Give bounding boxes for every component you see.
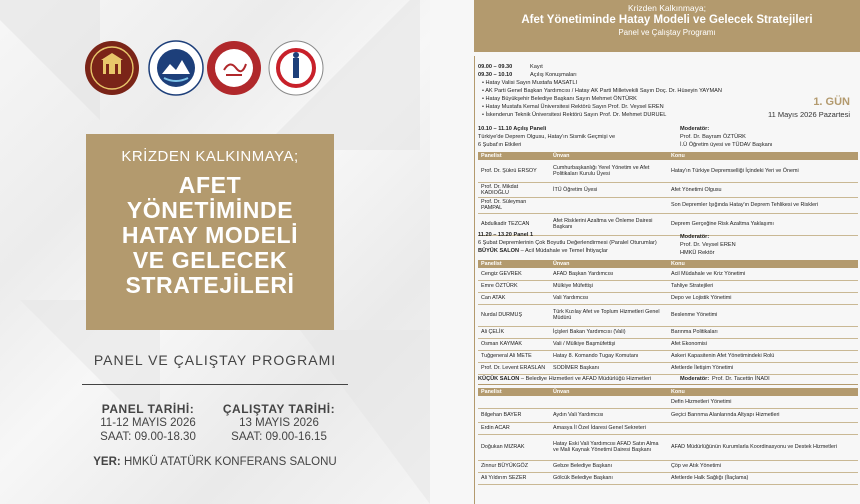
- table-cell: Deprem Gerçeğine Risk Azaltma Yaklaşımı: [668, 213, 858, 235]
- table-cell: AFAD Müdürlüğünün Kurumlarla Koordinasyonu ve Destek Hizmetleri: [668, 434, 858, 460]
- table-cell: Hatay'ın Türkiye Depremselliği İçindeki Yeri ve Önemi: [668, 160, 858, 182]
- program-heading: PANEL VE ÇALIŞTAY PROGRAMI: [93, 352, 337, 368]
- table-cell: Prof. Dr. Süleyman PAMPAL: [478, 198, 550, 213]
- table-cell: [478, 396, 550, 408]
- iskenderun-teknik-universitesi-logo-icon: [268, 40, 324, 96]
- table-row: [478, 338, 858, 350]
- session-title: 11.20 – 13.20 Panel 1: [478, 232, 534, 238]
- venue-label: YER:: [93, 456, 121, 468]
- opening-time: 09.30 – 10.10: [478, 72, 513, 78]
- column-header: Konu: [668, 388, 858, 396]
- table-row: [478, 182, 858, 197]
- table-cell: Gebze Belediye Başkanı: [550, 460, 668, 472]
- table-cell: SODİMER Başkanı: [550, 362, 668, 374]
- salon-desc: – Belediye Hizmetleri ve AFAD Müdürlüğü Hizmetleri: [519, 376, 652, 382]
- moderator-label: Moderatör:: [680, 234, 710, 240]
- table-row: [478, 326, 858, 338]
- table-row: [478, 280, 858, 292]
- salon-desc: – Acil Müdahale ve Temel İhtiyaçlar: [519, 248, 608, 254]
- table-cell: Çöp ve Atık Yönetimi: [668, 460, 858, 472]
- table-cell: Geçici Barınma Alanlarında Altyapı Hizmetleri: [668, 408, 858, 422]
- table-cell: Abdulkadir TEZCAN: [478, 213, 550, 235]
- table-cell: Amasya İl Özel İdaresi Genel Sekreteri: [550, 422, 668, 434]
- timeline-line: [474, 56, 475, 504]
- speaker-item: • Hatay Büyükşehir Belediye Başkanı Sayın Mehmet ÖNTÜRK: [482, 96, 637, 102]
- table-cell: Prof. Dr. Şükrü ERSOY: [478, 160, 550, 182]
- moderator-title: HMKÜ Rektör: [680, 250, 715, 256]
- table-cell: Tuğgeneral Ali METE: [478, 350, 550, 362]
- table-row: [478, 304, 858, 326]
- table-row: [478, 408, 858, 422]
- divider: [478, 384, 858, 385]
- session1-table: [478, 152, 858, 236]
- table-cell: Can ATAK: [478, 292, 550, 304]
- table-row: [478, 268, 858, 280]
- event-title-line: STRATEJİLERİ: [125, 272, 295, 298]
- column-header: Konu: [668, 260, 858, 268]
- session-desc: 6 Şubat Depremlerinin Çok Boyutlu Değerlendirmesi (Paralel Oturumlar): [478, 240, 657, 246]
- table-row: [478, 160, 858, 182]
- column-header: Konu: [668, 152, 858, 160]
- moderator-title: İ.Ü Öğretim üyesi ve TÜDAV Başkanı: [680, 142, 773, 148]
- table-cell: Prof. Dr. Mikdat KADIOĞLU: [478, 182, 550, 197]
- column-header: Ünvan: [550, 388, 668, 396]
- speaker-item: • İskenderun Teknik Üniversitesi Rektörü Sayın Prof. Dr. Mehmet DURUEL: [482, 112, 667, 118]
- table-cell: Türk Kızılay Afet ve Toplum Hizmetleri Genel Müdürü: [550, 304, 668, 326]
- table-cell: Doğukan MIZRAK: [478, 434, 550, 460]
- panel-date-block: [78, 402, 218, 444]
- table-cell: Afetlerde Halk Sağlığı (İlaçlama): [668, 472, 858, 484]
- column-header: Ünvan: [550, 260, 668, 268]
- event-title-line: AFET: [178, 172, 242, 198]
- program-header: [474, 0, 860, 52]
- table-cell: Beslenme Yönetimi: [668, 304, 858, 326]
- table-row: [478, 434, 858, 460]
- table-row: [478, 460, 858, 472]
- table-cell: Cumhurbaşkanlığı Yerel Yönetim ve Afet Politikaları Kurulu Üyesi: [550, 160, 668, 182]
- salon-line: [478, 248, 608, 255]
- table-cell: Depo ve Lojistik Yönetimi: [668, 292, 858, 304]
- moderator-label: Moderatör:: [680, 126, 710, 132]
- session-desc: Türkiye'de Deprem Olgusu, Hatay'ın Sismik Geçmişi ve: [478, 134, 616, 140]
- moderator-label: Moderatör:: [680, 376, 710, 382]
- table-row: [478, 213, 858, 235]
- event-subtitle: KRİZDEN KALKINMAYA;: [121, 148, 299, 165]
- table-cell: Vali / Mülkiye Başmüfettişi: [550, 338, 668, 350]
- opening-time: 09.00 – 09.30: [478, 64, 513, 70]
- table-cell: [668, 422, 858, 434]
- table-cell: Emre ÖZTÜRK: [478, 280, 550, 292]
- event-title-line: YÖNETİMİNDE: [126, 197, 294, 223]
- table-row: [478, 472, 858, 484]
- table-cell: Afet Risklerini Azaltma ve Önleme Dairesi Başkanı: [550, 213, 668, 235]
- panel-date: 11-12 MAYIS 2026: [100, 417, 196, 429]
- speaker-item: • Hatay Valisi Sayın Mustafa MASATLI: [482, 80, 578, 86]
- workshop-date-heading: ÇALIŞTAY TARİHİ:: [222, 402, 336, 416]
- table-row: [478, 350, 858, 362]
- table-cell: Zinnur BÜYÜKGÖZ: [478, 460, 550, 472]
- panel-date-heading: PANEL TARİHİ:: [101, 402, 195, 416]
- workshop-time: SAAT: 09.00-16.15: [231, 431, 327, 443]
- workshop-date-block: [204, 402, 354, 444]
- table-row: [478, 292, 858, 304]
- table-cell: Afetlerde İletişim Yönetimi: [668, 362, 858, 374]
- day-label: 1. GÜN: [813, 96, 850, 108]
- table-cell: Vali Yardımcısı: [550, 292, 668, 304]
- table-cell: İçişleri Bakan Yardımcısı (Vali): [550, 326, 668, 338]
- table-row: [478, 362, 858, 374]
- hatay-valiligi-logo-icon: [84, 40, 140, 96]
- moderator-name: Prof. Dr. Veysel EREN: [680, 242, 736, 248]
- table-cell: Hatay 8. Komando Tugay Komutanı: [550, 350, 668, 362]
- table-cell: [550, 396, 668, 408]
- table-cell: Cengiz GEVREK: [478, 268, 550, 280]
- moderator-name: Prof. Dr. Tacettin İNADI: [712, 376, 770, 382]
- program-header-subtitle: Krizden Kalkınmaya;: [628, 3, 706, 13]
- event-title-line: HATAY MODELİ: [121, 222, 299, 248]
- session2-table: [478, 260, 858, 375]
- speaker-item: • Hatay Mustafa Kemal Üniversitesi Rektörü Sayın Prof. Dr. Veysel EREN: [482, 104, 664, 110]
- salon-line: [478, 376, 651, 383]
- column-header: Panelist: [478, 260, 550, 268]
- column-header: Panelist: [478, 152, 550, 160]
- table-cell: AFAD Başkan Yardımcısı: [550, 268, 668, 280]
- table-cell: Barınma Politikaları: [668, 326, 858, 338]
- table-header: [478, 388, 858, 396]
- table-cell: Afet Ekonomisi: [668, 338, 858, 350]
- table-cell: Askeri Kapasitenin Afet Yönetimindeki Rolü: [668, 350, 858, 362]
- day-date: 11 Mayıs 2026 Pazartesi: [768, 110, 850, 119]
- table-cell: Aydın Vali Yardımcısı: [550, 408, 668, 422]
- opening-text: Kayıt: [530, 64, 543, 70]
- session3-table: [478, 388, 858, 485]
- table-row: [478, 198, 858, 213]
- table-cell: Erdin ACAR: [478, 422, 550, 434]
- table-cell: Son Depremler Işığında Hatay'ın Deprem Tehlikesi ve Riskleri: [668, 198, 858, 213]
- workshop-date: 13 MAYIS 2026: [239, 417, 319, 429]
- table-cell: Nurdal DURMUŞ: [478, 304, 550, 326]
- table-cell: Bilgehan BAYER: [478, 408, 550, 422]
- session-title: 10.10 – 11.10 Açılış Paneli: [478, 126, 547, 132]
- moderator-name: Prof. Dr. Bayram ÖZTÜRK: [680, 134, 746, 140]
- divider: [82, 384, 348, 385]
- venue: [0, 456, 430, 468]
- right-panel: [430, 0, 860, 504]
- table-cell: Ali ÇELİK: [478, 326, 550, 338]
- table-cell: Defin Hizmetleri Yönetimi: [668, 396, 858, 408]
- hatay-buyuksehir-logo-icon: [148, 40, 204, 96]
- program-header-title: Afet Yönetiminde Hatay Modeli ve Gelecek Stratejileri: [521, 14, 813, 26]
- mustafa-kemal-universitesi-logo-icon: [206, 40, 262, 96]
- table-cell: Gölcük Belediye Başkanı: [550, 472, 668, 484]
- column-header: Panelist: [478, 388, 550, 396]
- table-header: [478, 152, 858, 160]
- event-title-box: [86, 134, 334, 330]
- table-cell: İTÜ Öğretim Üyesi: [550, 182, 668, 197]
- table-cell: Hatay Eski Vali Yardımcısı AFAD Satın Alma ve Mali Kaynak Yönetimi Dairesi Başkanı: [550, 434, 668, 460]
- event-title-line: VE GELECEK: [132, 247, 288, 273]
- opening-text: Açılış Konuşmaları: [530, 72, 577, 78]
- table-cell: Ali Yıldırım SEZER: [478, 472, 550, 484]
- table-cell: [550, 198, 668, 213]
- table-row: [478, 396, 858, 408]
- venue-name: HMKÜ ATATÜRK KONFERANS SALONU: [123, 456, 337, 468]
- table-header: [478, 260, 858, 268]
- salon-name: KÜÇÜK SALON: [478, 376, 520, 382]
- speaker-item: • AK Parti Genel Başkan Yardımcısı / Hatay AK Parti Milletvekili Sayın Doç. Dr. Hüseyin YAYMAN: [482, 88, 722, 94]
- panel-time: SAAT: 09.00-18.30: [100, 431, 196, 443]
- table-cell: Acil Müdahale ve Kriz Yönetimi: [668, 268, 858, 280]
- program-header-caption: Panel ve Çalıştay Programı: [618, 28, 716, 37]
- table-cell: Tahliye Stratejileri: [668, 280, 858, 292]
- table-cell: Afet Yönetimi Olgusu: [668, 182, 858, 197]
- table-row: [478, 422, 858, 434]
- salon-name: BÜYÜK SALON: [478, 248, 520, 254]
- session-desc: 6 Şubat'ın Etkileri: [478, 142, 522, 148]
- column-header: Ünvan: [550, 152, 668, 160]
- table-cell: Osman KAYMAK: [478, 338, 550, 350]
- table-cell: Prof. Dr. Levent ERASLAN: [478, 362, 550, 374]
- table-cell: Mülkiye Müfettişi: [550, 280, 668, 292]
